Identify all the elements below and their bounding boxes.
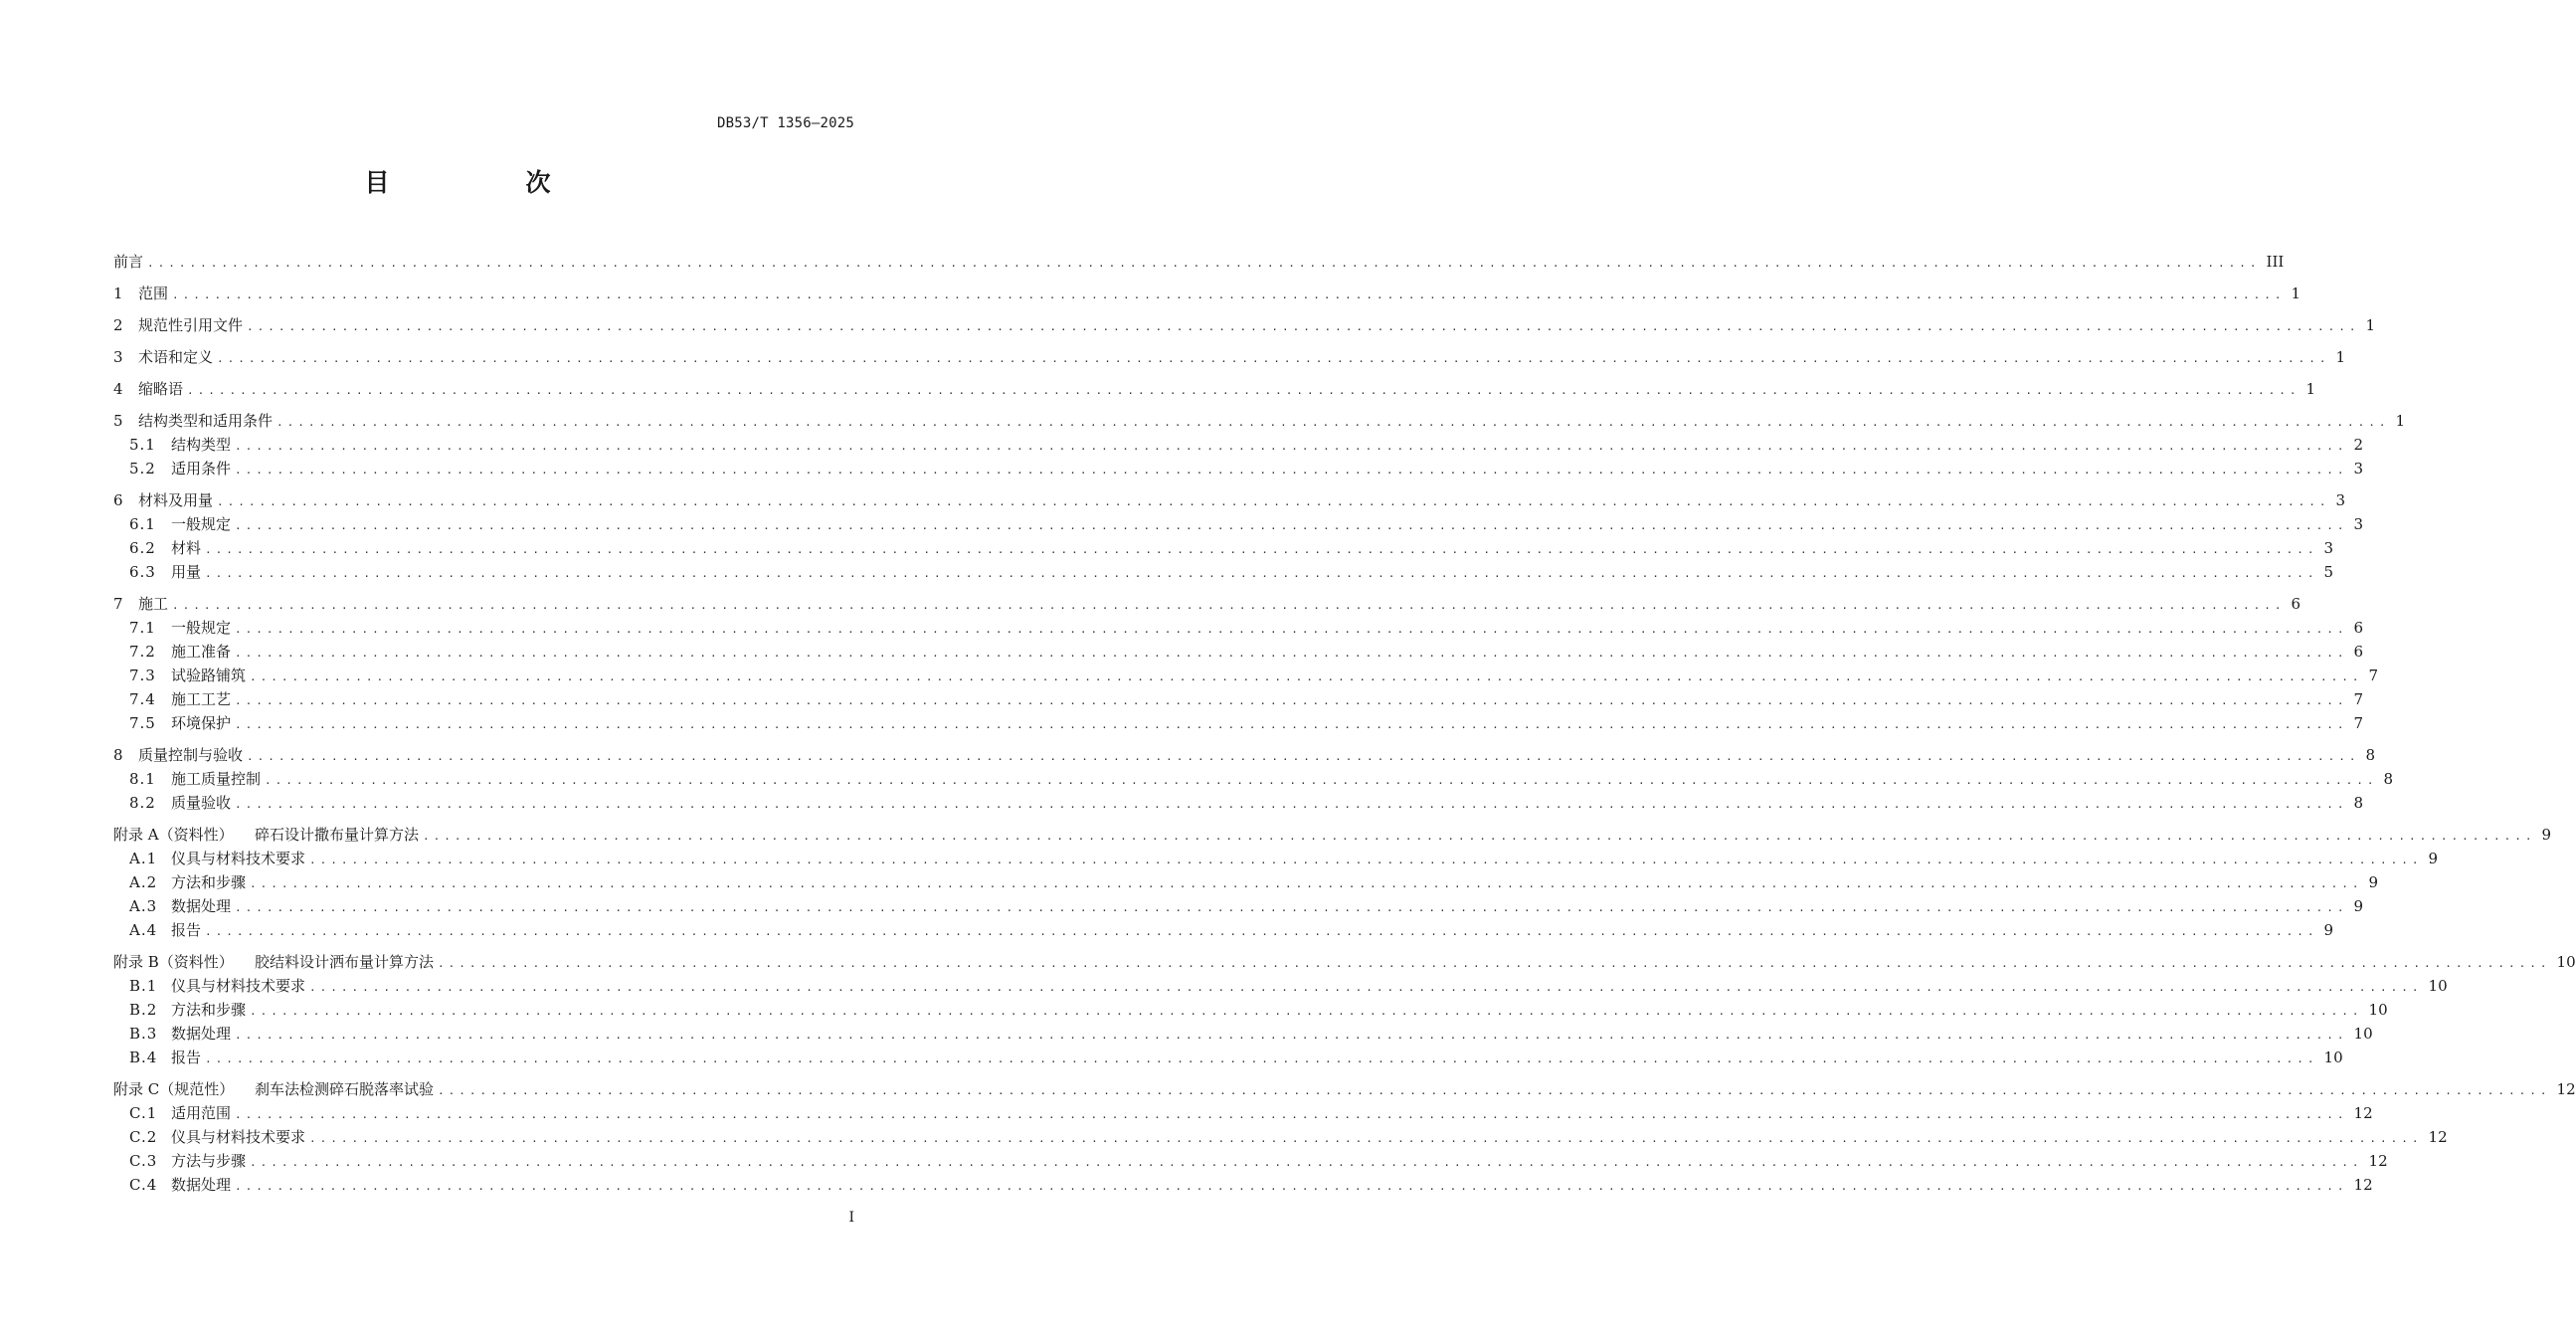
toc-entry-number: 2 xyxy=(113,316,123,334)
toc-entry[interactable] xyxy=(113,711,2364,735)
toc-entry-page: 9 xyxy=(2368,873,2379,891)
toc-entry-number: B.4 xyxy=(129,1049,158,1066)
toc-entry-number: 7.2 xyxy=(129,643,156,661)
toc-entry-page: 8 xyxy=(2383,770,2394,788)
toc-entry-title: 材料 xyxy=(171,539,202,557)
toc-entry-title: 胶结料设计洒布量计算方法 xyxy=(255,953,435,971)
dot-leader: ........................................................................................................................................................................................................ xyxy=(235,623,2348,636)
toc-entry-title: 一般规定 xyxy=(171,515,232,533)
toc-entry-number: C.3 xyxy=(129,1152,158,1170)
toc-entry[interactable] xyxy=(113,894,2364,918)
toc-entry[interactable] xyxy=(113,1077,2576,1101)
page-title: 目 次 xyxy=(364,168,607,197)
toc-entry[interactable] xyxy=(113,687,2364,711)
toc-entry-number: 7.3 xyxy=(129,667,156,684)
dot-leader: ........................................................................................................................................................................................................ xyxy=(276,416,2390,429)
toc-entry[interactable] xyxy=(113,409,2406,433)
toc-entry-number: 4 xyxy=(113,380,123,398)
toc-entry-page: 1 xyxy=(2291,285,2301,302)
toc-entry[interactable] xyxy=(113,1149,2388,1173)
dot-leader: ........................................................................................................................................................................................................ xyxy=(147,257,2261,270)
toc-entry-title: 结构类型和适用条件 xyxy=(138,412,274,430)
dot-leader: ........................................................................................................................................................................................................ xyxy=(250,877,2363,890)
toc-entry-number: 6.1 xyxy=(129,515,156,533)
toc-entry-page: 8 xyxy=(2353,794,2364,812)
toc-entry-title: 施工准备 xyxy=(171,643,232,661)
toc-entry-page: 8 xyxy=(2365,746,2376,764)
toc-entry-number: 7.1 xyxy=(129,619,156,637)
toc-entry-number: A.3 xyxy=(129,897,158,915)
toc-entry-page: 3 xyxy=(2335,491,2346,509)
toc-entry-number: 7.4 xyxy=(129,690,156,708)
toc-entry-title: 缩略语 xyxy=(138,380,184,398)
toc-entry-title: 方法和步骤 xyxy=(171,1001,247,1019)
toc-entry-page: 10 xyxy=(2428,977,2448,995)
toc-entry-page: 12 xyxy=(2556,1080,2576,1098)
toc-entry[interactable] xyxy=(113,1125,2448,1149)
toc-entry-number: A.4 xyxy=(129,921,158,939)
dot-leader: ........................................................................................................................................................................................................ xyxy=(247,320,2360,333)
toc-entry-page: III xyxy=(2266,253,2285,271)
toc-entry-page: 3 xyxy=(2353,460,2364,478)
toc-entry-page: 6 xyxy=(2353,619,2364,637)
toc-entry[interactable] xyxy=(113,974,2448,998)
toc-entry-page: 12 xyxy=(2353,1176,2373,1194)
dot-leader: ........................................................................................................................................................................................................ xyxy=(247,750,2360,763)
toc-entry-page: 2 xyxy=(2353,436,2364,454)
toc-entry-number: 7.5 xyxy=(129,714,156,732)
dot-leader: ........................................................................................................................................................................................................ xyxy=(205,567,2318,580)
toc-entry-number: 8.2 xyxy=(129,794,156,812)
toc-entry-number: B.3 xyxy=(129,1025,158,1043)
dot-leader: ........................................................................................................................................................................................................ xyxy=(235,519,2348,532)
toc-entry[interactable] xyxy=(113,1046,2343,1069)
dot-leader: ........................................................................................................................................................................................................ xyxy=(205,543,2318,556)
toc-entry-title: 材料及用量 xyxy=(138,491,214,509)
toc-entry-page: 7 xyxy=(2353,714,2364,732)
toc-entry[interactable] xyxy=(113,1022,2373,1046)
toc-entry-number: C.2 xyxy=(129,1128,158,1146)
toc-entry-title: 数据处理 xyxy=(171,897,232,915)
toc-entry[interactable] xyxy=(113,1173,2373,1197)
toc-entry-page: 10 xyxy=(2353,1025,2373,1043)
toc-entry[interactable] xyxy=(113,743,2376,767)
dot-leader: ........................................................................................................................................................................................................ xyxy=(187,384,2300,397)
dot-leader: ........................................................................................................................................................................................................ xyxy=(235,901,2348,914)
toc-entry-page: 10 xyxy=(2556,953,2576,971)
dot-leader: ........................................................................................................................................................................................................ xyxy=(217,495,2330,508)
toc-entry[interactable] xyxy=(113,791,2364,815)
toc-entry[interactable] xyxy=(113,592,2301,616)
dot-leader: ........................................................................................................................................................................................................ xyxy=(235,694,2348,707)
toc-entry-page: 10 xyxy=(2323,1049,2343,1066)
toc-entry-title: 环境保护 xyxy=(171,714,232,732)
toc-entry[interactable] xyxy=(113,282,2301,305)
toc-entry-page: 10 xyxy=(2368,1001,2388,1019)
toc-entry-title: 仪具与材料技术要求 xyxy=(171,1128,306,1146)
toc-entry-page: 6 xyxy=(2353,643,2364,661)
dot-leader: ........................................................................................................................................................................................................ xyxy=(205,1052,2318,1065)
toc-entry-title: 质量验收 xyxy=(171,794,232,812)
toc-entry-number: 6 xyxy=(113,491,123,509)
dot-leader: ........................................................................................................................................................................................................ xyxy=(250,1156,2363,1169)
toc-entry-number: C.1 xyxy=(129,1104,158,1122)
toc-entry-number: A.1 xyxy=(129,850,158,867)
dot-leader: ........................................................................................................................................................................................................ xyxy=(235,1180,2348,1193)
toc-entry-page: 1 xyxy=(2395,412,2406,430)
toc-entry-number: 8 xyxy=(113,746,123,764)
toc-entry[interactable] xyxy=(113,616,2364,640)
dot-leader: ........................................................................................................................................................................................................ xyxy=(438,957,2551,970)
toc-entry-number: 5.1 xyxy=(129,436,156,454)
dot-leader: ........................................................................................................................................................................................................ xyxy=(235,798,2348,811)
toc-entry[interactable] xyxy=(113,918,2334,942)
toc-entry-page: 9 xyxy=(2541,826,2552,844)
toc-entry-number: 附录 A（资料性） xyxy=(113,826,234,844)
toc-entry-page: 12 xyxy=(2353,1104,2373,1122)
toc-entry-title: 适用条件 xyxy=(171,460,232,478)
toc-entry-title: 术语和定义 xyxy=(138,348,214,366)
dot-leader: ........................................................................................................................................................................................................ xyxy=(205,925,2318,938)
toc-entry-number: B.1 xyxy=(129,977,158,995)
toc-entry-title: 方法与步骤 xyxy=(171,1152,247,1170)
toc-entry[interactable] xyxy=(113,377,2316,401)
toc-entry-number: 附录 C（规范性） xyxy=(113,1080,235,1098)
toc-entry-title: 试验路铺筑 xyxy=(171,667,247,684)
toc-entry-page: 7 xyxy=(2353,690,2364,708)
toc-entry-number: 6.2 xyxy=(129,539,156,557)
toc-entry[interactable] xyxy=(113,998,2388,1022)
toc-entry[interactable] xyxy=(113,313,2376,337)
toc-entry[interactable] xyxy=(113,1101,2373,1125)
table-of-contents xyxy=(113,250,2576,1197)
dot-leader: ........................................................................................................................................................................................................ xyxy=(438,1084,2551,1097)
toc-entry-page: 3 xyxy=(2323,539,2334,557)
dot-leader: ........................................................................................................................................................................................................ xyxy=(235,440,2348,453)
toc-entry-title: 数据处理 xyxy=(171,1176,232,1194)
dot-leader: ........................................................................................................................................................................................................ xyxy=(250,1005,2363,1018)
toc-entry-title: 仪具与材料技术要求 xyxy=(171,850,306,867)
toc-entry-title: 施工 xyxy=(138,595,169,613)
dot-leader: ........................................................................................................................................................................................................ xyxy=(235,1029,2348,1042)
toc-entry-number: C.4 xyxy=(129,1176,158,1194)
toc-entry[interactable] xyxy=(113,250,2285,274)
page-number: I xyxy=(848,1210,854,1226)
toc-entry-title: 刹车法检测碎石脱落率试验 xyxy=(255,1080,435,1098)
dot-leader: ........................................................................................................................................................................................................ xyxy=(217,352,2330,365)
toc-entry-title: 适用范围 xyxy=(171,1104,232,1122)
toc-entry[interactable] xyxy=(113,870,2379,894)
toc-entry-title: 方法和步骤 xyxy=(171,873,247,891)
toc-entry-title: 范围 xyxy=(138,285,169,302)
dot-leader: ........................................................................................................................................................................................................ xyxy=(172,599,2286,612)
toc-entry-number: A.2 xyxy=(129,873,158,891)
dot-leader: ........................................................................................................................................................................................................ xyxy=(423,830,2536,843)
toc-entry-title: 一般规定 xyxy=(171,619,232,637)
toc-entry-title: 施工工艺 xyxy=(171,690,232,708)
toc-entry[interactable] xyxy=(113,847,2439,870)
toc-entry-number: 8.1 xyxy=(129,770,156,788)
toc-entry[interactable] xyxy=(113,560,2334,584)
toc-entry-number: B.2 xyxy=(129,1001,158,1019)
toc-entry-title: 碎石设计撒布量计算方法 xyxy=(255,826,420,844)
toc-entry-page: 3 xyxy=(2353,515,2364,533)
toc-entry[interactable] xyxy=(113,345,2346,369)
toc-entry-title: 前言 xyxy=(113,253,144,271)
toc-entry-number: 3 xyxy=(113,348,123,366)
toc-entry-page: 1 xyxy=(2335,348,2346,366)
toc-entry-page: 1 xyxy=(2305,380,2316,398)
toc-entry-number: 5.2 xyxy=(129,460,156,478)
toc-entry-title: 报告 xyxy=(171,921,202,939)
dot-leader: ........................................................................................................................................................................................................ xyxy=(235,1108,2348,1121)
toc-entry[interactable] xyxy=(113,823,2552,847)
toc-entry-title: 规范性引用文件 xyxy=(138,316,244,334)
dot-leader: ........................................................................................................................................................................................................ xyxy=(265,774,2378,787)
toc-entry[interactable] xyxy=(113,433,2364,457)
toc-entry[interactable] xyxy=(113,950,2576,974)
toc-entry-title: 报告 xyxy=(171,1049,202,1066)
toc-entry-page: 7 xyxy=(2368,667,2379,684)
toc-entry[interactable] xyxy=(113,457,2364,480)
dot-leader: ........................................................................................................................................................................................................ xyxy=(309,981,2423,994)
toc-entry-title: 数据处理 xyxy=(171,1025,232,1043)
toc-entry-title: 用量 xyxy=(171,563,202,581)
toc-entry[interactable] xyxy=(113,664,2379,687)
dot-leader: ........................................................................................................................................................................................................ xyxy=(309,854,2423,866)
dot-leader: ........................................................................................................................................................................................................ xyxy=(172,288,2286,301)
toc-entry-page: 6 xyxy=(2291,595,2301,613)
dot-leader: ........................................................................................................................................................................................................ xyxy=(235,464,2348,477)
toc-entry-number: 5 xyxy=(113,412,123,430)
toc-entry[interactable] xyxy=(113,640,2364,664)
toc-entry[interactable] xyxy=(113,512,2364,536)
toc-entry[interactable] xyxy=(113,767,2394,791)
toc-entry-title: 结构类型 xyxy=(171,436,232,454)
toc-entry-number: 1 xyxy=(113,285,123,302)
toc-entry-page: 9 xyxy=(2428,850,2439,867)
toc-entry-page: 12 xyxy=(2368,1152,2388,1170)
dot-leader: ........................................................................................................................................................................................................ xyxy=(250,670,2363,683)
toc-entry[interactable] xyxy=(113,488,2346,512)
toc-entry-title: 仪具与材料技术要求 xyxy=(171,977,306,995)
toc-entry[interactable] xyxy=(113,536,2334,560)
dot-leader: ........................................................................................................................................................................................................ xyxy=(235,647,2348,660)
toc-entry-page: 5 xyxy=(2323,563,2334,581)
toc-entry-page: 9 xyxy=(2353,897,2364,915)
toc-entry-page: 1 xyxy=(2365,316,2376,334)
toc-entry-title: 质量控制与验收 xyxy=(138,746,244,764)
toc-entry-number: 6.3 xyxy=(129,563,156,581)
toc-entry-page: 9 xyxy=(2323,921,2334,939)
document-code: DB53/T 1356—2025 xyxy=(716,115,854,131)
toc-entry-page: 12 xyxy=(2428,1128,2448,1146)
toc-entry-number: 7 xyxy=(113,595,123,613)
toc-entry-number: 附录 B（资料性） xyxy=(113,953,234,971)
dot-leader: ........................................................................................................................................................................................................ xyxy=(309,1132,2423,1145)
dot-leader: ........................................................................................................................................................................................................ xyxy=(235,718,2348,731)
toc-entry-title: 施工质量控制 xyxy=(171,770,262,788)
